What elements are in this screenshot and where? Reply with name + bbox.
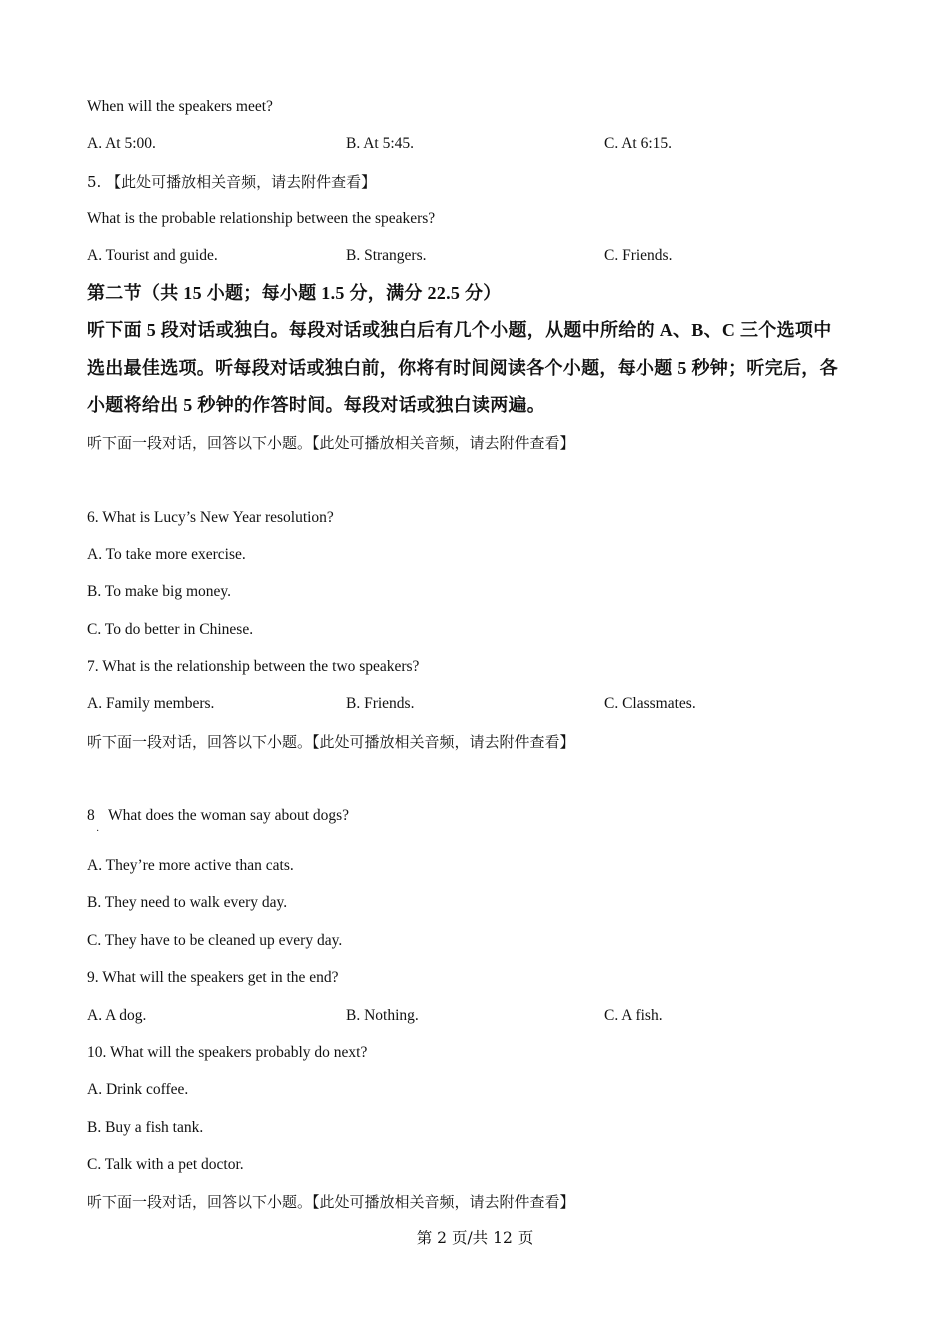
- q8-dot: ·: [96, 826, 100, 837]
- section-heading: 第二节（共 15 小题；每小题 1.5 分，满分 22.5 分）: [87, 283, 502, 303]
- section-instructions-line3: 小题将给出 5 秒钟的作答时间。每段对话或独白读两遍。: [87, 395, 546, 415]
- q9-stem: 9. What will the speakers get in the end?: [87, 969, 339, 986]
- q4-option-a: A. At 5:00.: [87, 135, 156, 152]
- q5-option-c: C. Friends.: [604, 247, 673, 264]
- q10-option-c: C. Talk with a pet doctor.: [87, 1156, 244, 1173]
- page-footer: 第 2 页/共 12 页: [416, 1229, 534, 1247]
- q8-option-c: C. They have to be cleaned up every day.: [87, 932, 343, 949]
- section-instructions-line1: 听下面 5 段对话或独白。每段对话或独白后有几个小题，从题中所给的 A、B、C 三个选项中: [87, 320, 832, 340]
- q5-option-b: B. Strangers.: [346, 247, 427, 264]
- q8-option-b: B. They need to walk every day.: [87, 894, 288, 911]
- q7-option-b: B. Friends.: [346, 695, 415, 712]
- q4-option-b: B. At 5:45.: [346, 135, 415, 152]
- q10-option-b: B. Buy a fish tank.: [87, 1119, 204, 1136]
- q4-stem: When will the speakers meet?: [87, 98, 273, 115]
- audio-prompt-1: 听下面一段对话，回答以下小题。【此处可播放相关音频，请去附件查看】: [87, 434, 575, 452]
- q8-number: 8: [87, 807, 95, 824]
- q5-audio-note: 5. 【此处可播放相关音频，请去附件查看】: [87, 173, 377, 191]
- audio-prompt-2: 听下面一段对话，回答以下小题。【此处可播放相关音频，请去附件查看】: [87, 733, 575, 751]
- q9-option-c: C. A fish.: [604, 1007, 663, 1024]
- q5-option-a: A. Tourist and guide.: [87, 247, 218, 264]
- q8-stem: What does the woman say about dogs?: [108, 807, 350, 824]
- audio-prompt-3: 听下面一段对话，回答以下小题。【此处可播放相关音频，请去附件查看】: [87, 1193, 575, 1211]
- q7-option-a: A. Family members.: [87, 695, 215, 712]
- q6-option-c: C. To do better in Chinese.: [87, 621, 254, 638]
- q8-option-a: A. They’re more active than cats.: [87, 857, 294, 874]
- q6-stem: 6. What is Lucy’s New Year resolution?: [87, 509, 334, 526]
- q6-option-a: A. To take more exercise.: [87, 546, 246, 563]
- q10-option-a: A. Drink coffee.: [87, 1081, 189, 1098]
- q4-option-c: C. At 6:15.: [604, 135, 673, 152]
- q10-stem: 10. What will the speakers probably do next?: [87, 1044, 368, 1061]
- q7-option-c: C. Classmates.: [604, 695, 696, 712]
- q9-option-a: A. A dog.: [87, 1007, 147, 1024]
- q7-stem: 7. What is the relationship between the two speakers?: [87, 658, 420, 675]
- q9-option-b: B. Nothing.: [346, 1007, 419, 1024]
- section-instructions-line2: 选出最佳选项。听每段对话或独白前，你将有时间阅读各个小题，每小题 5 秒钟；听完后，各: [87, 358, 838, 378]
- q6-option-b: B. To make big money.: [87, 583, 231, 600]
- q5-stem: What is the probable relationship between the speakers?: [87, 210, 436, 227]
